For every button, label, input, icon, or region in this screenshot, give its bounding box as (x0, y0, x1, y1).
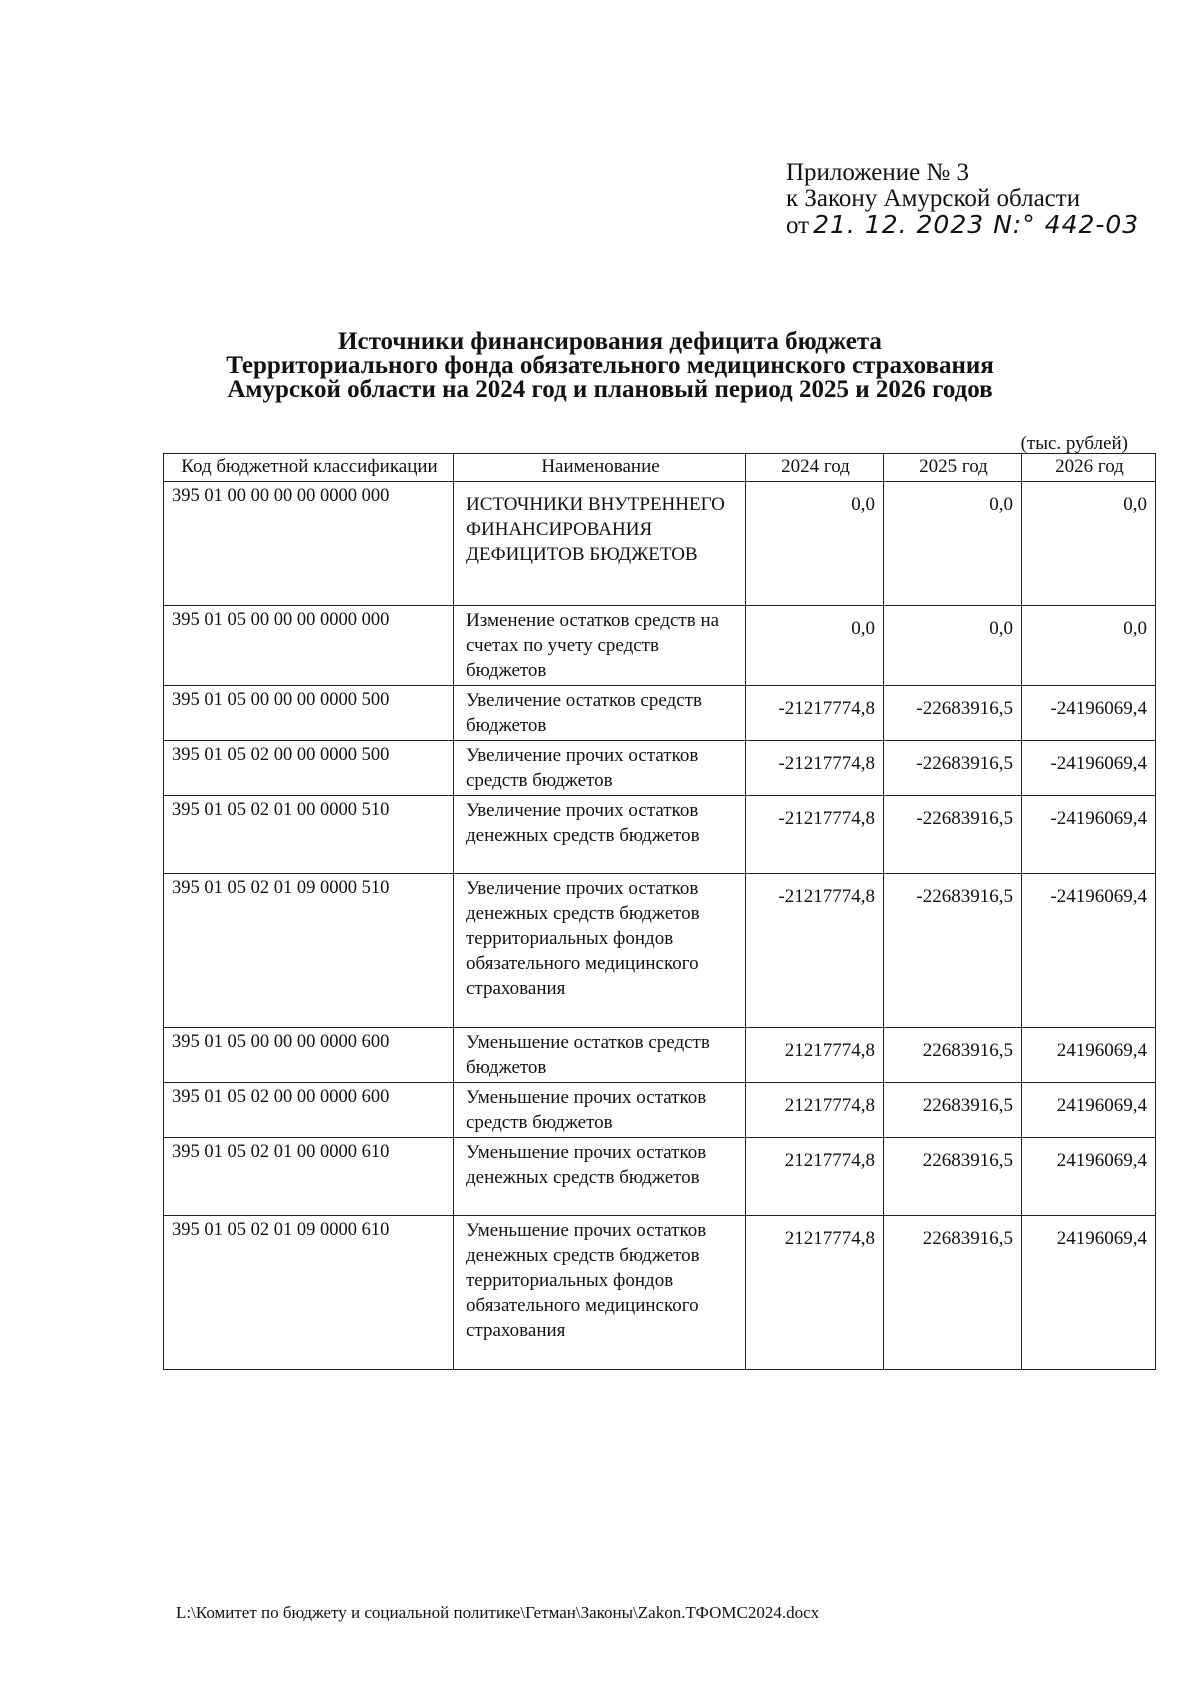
row-value-2024: 21217774,8 (746, 1083, 884, 1138)
header-2026: 2026 год (1022, 454, 1156, 482)
row-value-2024: 21217774,8 (746, 1138, 884, 1216)
handwritten-date-number: 21. 12. 2023 N:° 442-03 (813, 210, 1140, 239)
row-value-2024: -21217774,8 (746, 874, 884, 1028)
row-code: 395 01 00 00 00 00 0000 000 (164, 482, 454, 606)
row-code: 395 01 05 00 00 00 0000 000 (164, 606, 454, 686)
header-name: Наименование (454, 454, 746, 482)
row-value-2025: -22683916,5 (884, 796, 1022, 874)
row-name: Увеличение прочих остатков денежных средств бюджетов (454, 796, 746, 874)
header-2024: 2024 год (746, 454, 884, 482)
row-code: 395 01 05 02 00 00 0000 500 (164, 741, 454, 796)
file-path-footer: L:\Комитет по бюджету и социальной политике\Гетман\Законы\Zakon.ТФОМС2024.docx (176, 1603, 820, 1622)
row-name: Увеличение остатков средств бюджетов (454, 686, 746, 741)
appendix-law-date (786, 212, 1186, 239)
row-value-2025: 0,0 (884, 482, 1022, 606)
row-value-2025: 22683916,5 (884, 1138, 1022, 1216)
row-value-2024: 21217774,8 (746, 1216, 884, 1370)
row-value-2025: 0,0 (884, 606, 1022, 686)
row-value-2024: -21217774,8 (746, 686, 884, 741)
row-name: Изменение остатков средств на счетах по учету средств бюджетов (454, 606, 746, 686)
title-line-2: Территориального фонда обязательного медицинского страхования (226, 352, 994, 379)
row-name: Уменьшение прочих остатков средств бюджетов (454, 1083, 746, 1138)
row-value-2026: 24196069,4 (1022, 1083, 1156, 1138)
row-name: Уменьшение прочих остатков денежных средств бюджетов (454, 1138, 746, 1216)
table-row (164, 1083, 1156, 1138)
header-code: Код бюджетной классификации (164, 454, 454, 482)
row-value-2026: 0,0 (1022, 482, 1156, 606)
table-row (164, 482, 1156, 606)
header-2025: 2025 год (884, 454, 1022, 482)
table-row (164, 874, 1156, 1028)
units-label: (тыс. рублей) (1020, 433, 1128, 454)
title-line-3: Амурской области на 2024 год и плановый период 2025 и 2026 годов (227, 376, 993, 403)
row-code: 395 01 05 02 01 00 0000 610 (164, 1138, 454, 1216)
appendix-header (786, 160, 1186, 239)
row-code: 395 01 05 02 01 00 0000 510 (164, 796, 454, 874)
row-value-2026: 0,0 (1022, 606, 1156, 686)
row-value-2024: 21217774,8 (746, 1028, 884, 1083)
row-value-2026: -24196069,4 (1022, 686, 1156, 741)
table-row (164, 606, 1156, 686)
row-code: 395 01 05 02 01 09 0000 510 (164, 874, 454, 1028)
document-title (150, 330, 1070, 402)
row-value-2024: 0,0 (746, 482, 884, 606)
appendix-law-reference: к Закону Амурской области (786, 185, 1081, 212)
row-value-2024: -21217774,8 (746, 741, 884, 796)
row-value-2026: 24196069,4 (1022, 1216, 1156, 1370)
row-value-2026: -24196069,4 (1022, 796, 1156, 874)
row-value-2025: -22683916,5 (884, 686, 1022, 741)
row-code: 395 01 05 00 00 00 0000 600 (164, 1028, 454, 1083)
row-value-2025: 22683916,5 (884, 1028, 1022, 1083)
row-value-2025: -22683916,5 (884, 874, 1022, 1028)
row-code: 395 01 05 00 00 00 0000 500 (164, 686, 454, 741)
row-code: 395 01 05 02 00 00 0000 600 (164, 1083, 454, 1138)
row-value-2025: 22683916,5 (884, 1083, 1022, 1138)
row-value-2026: 24196069,4 (1022, 1138, 1156, 1216)
row-value-2026: -24196069,4 (1022, 741, 1156, 796)
row-name: Уменьшение прочих остатков денежных средств бюджетов территориальных фондов обязательного медицинского страхования (454, 1216, 746, 1370)
row-value-2026: -24196069,4 (1022, 874, 1156, 1028)
table-header-row (164, 454, 1156, 482)
table-row (164, 1138, 1156, 1216)
title-line-1: Источники финансирования дефицита бюджета (338, 328, 882, 355)
financing-sources-table (163, 453, 1156, 1370)
row-name: Увеличение прочих остатков средств бюджетов (454, 741, 746, 796)
table-row (164, 796, 1156, 874)
table-row (164, 686, 1156, 741)
appendix-date-prefix: от (786, 212, 810, 239)
row-value-2026: 24196069,4 (1022, 1028, 1156, 1083)
table-row (164, 1216, 1156, 1370)
row-code: 395 01 05 02 01 09 0000 610 (164, 1216, 454, 1370)
row-name: Уменьшение остатков средств бюджетов (454, 1028, 746, 1083)
row-value-2024: 0,0 (746, 606, 884, 686)
row-name: Увеличение прочих остатков денежных средств бюджетов территориальных фондов обязательного медицинского страхования (454, 874, 746, 1028)
table-row (164, 1028, 1156, 1083)
row-value-2025: -22683916,5 (884, 741, 1022, 796)
row-value-2024: -21217774,8 (746, 796, 884, 874)
row-value-2025: 22683916,5 (884, 1216, 1022, 1370)
appendix-number: Приложение № 3 (786, 159, 970, 186)
row-name: ИСТОЧНИКИ ВНУТРЕННЕГО ФИНАНСИРОВАНИЯ ДЕФИЦИТОВ БЮДЖЕТОВ (454, 482, 746, 606)
table-row (164, 741, 1156, 796)
